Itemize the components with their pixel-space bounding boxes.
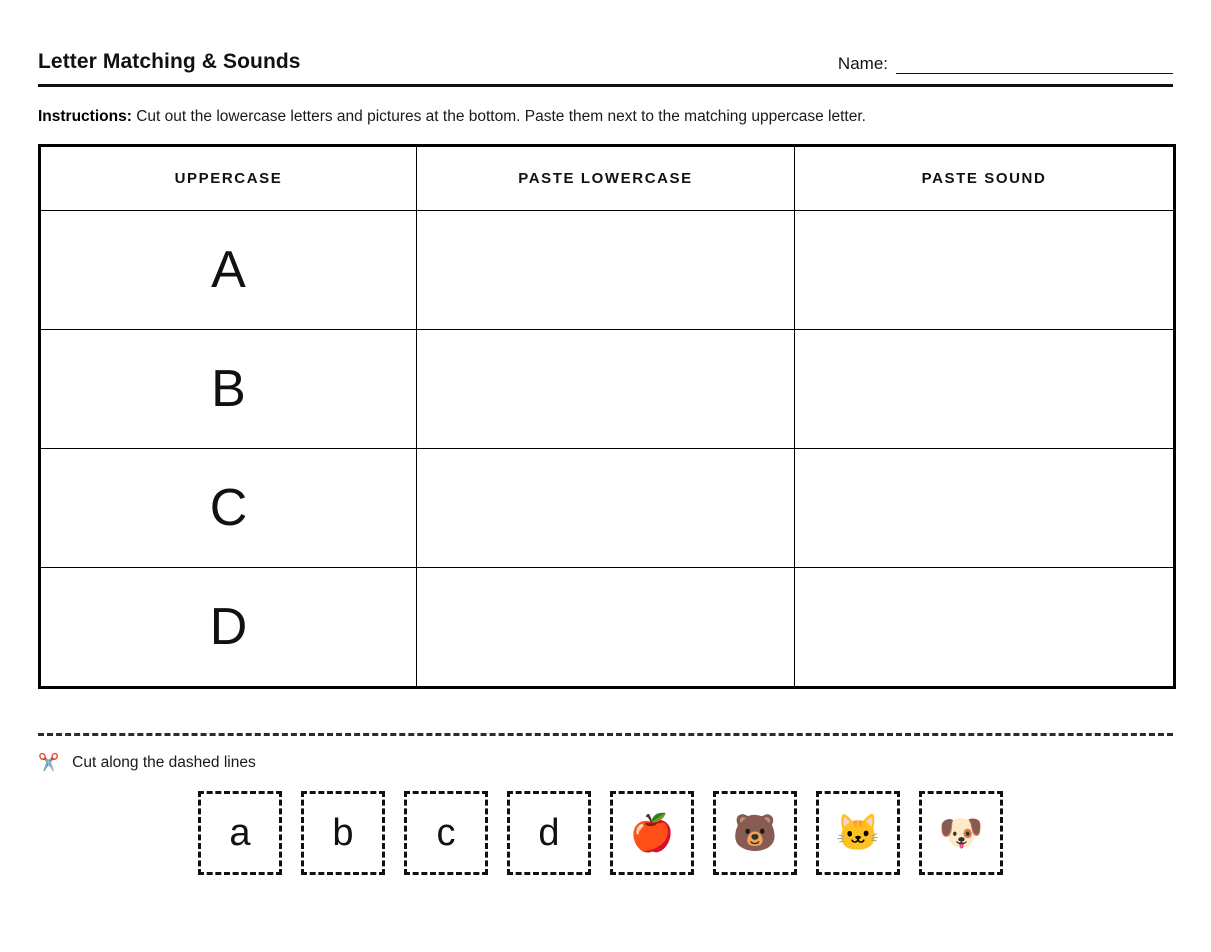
uppercase-cell-b: B: [40, 330, 417, 449]
paste-lowercase-slot-a[interactable]: [417, 211, 795, 330]
name-label: Name:: [837, 54, 888, 73]
table-row: [40, 211, 1175, 330]
paste-sound-slot-c[interactable]: [795, 449, 1175, 568]
cut-card-letter-b[interactable]: b: [301, 791, 385, 875]
letter-matching-table: [38, 144, 1176, 689]
header-divider: [38, 84, 1173, 87]
cut-card-picture-dog[interactable]: 🐶: [919, 791, 1003, 875]
dashed-cut-line: [38, 733, 1173, 736]
name-field-block: [838, 54, 1173, 74]
page-title: Letter Matching & Sounds: [38, 50, 301, 73]
table-row: [40, 330, 1175, 449]
cut-card-letter-a[interactable]: a: [198, 791, 282, 875]
paste-sound-slot-a[interactable]: [795, 211, 1175, 330]
uppercase-cell-c: C: [40, 449, 417, 568]
cut-instruction: [38, 753, 1173, 773]
cut-card-picture-apple[interactable]: 🍎: [610, 791, 694, 875]
column-header-paste-sound: PASTE SOUND: [795, 146, 1175, 211]
paste-lowercase-slot-d[interactable]: [417, 568, 795, 688]
cut-out-cards-strip: [38, 791, 1173, 875]
paste-lowercase-slot-b[interactable]: [417, 330, 795, 449]
paste-sound-slot-d[interactable]: [795, 568, 1175, 688]
instructions-label: Instructions:: [38, 108, 132, 125]
table-row: [40, 449, 1175, 568]
name-input-line[interactable]: [896, 54, 1173, 74]
cut-card-picture-bear[interactable]: 🐻: [713, 791, 797, 875]
cut-card-picture-cat[interactable]: 🐱: [816, 791, 900, 875]
column-header-uppercase: UPPERCASE: [40, 146, 417, 211]
cut-card-letter-d[interactable]: d: [507, 791, 591, 875]
worksheet-header: [38, 0, 1173, 74]
cut-instruction-label: Cut along the dashed lines: [72, 754, 256, 771]
paste-sound-slot-b[interactable]: [795, 330, 1175, 449]
table-row: [40, 568, 1175, 688]
scissors-icon: ✂️: [38, 753, 60, 772]
instructions-body: Cut out the lowercase letters and pictures at the bottom. Paste them next to the matching uppercase letter.: [136, 108, 866, 125]
instructions-text: [38, 107, 1173, 126]
column-header-paste-lowercase: PASTE LOWERCASE: [417, 146, 795, 211]
cut-card-letter-c[interactable]: c: [404, 791, 488, 875]
table-header-row: [40, 146, 1175, 211]
uppercase-cell-a: A: [40, 211, 417, 330]
paste-lowercase-slot-c[interactable]: [417, 449, 795, 568]
uppercase-cell-d: D: [40, 568, 417, 688]
